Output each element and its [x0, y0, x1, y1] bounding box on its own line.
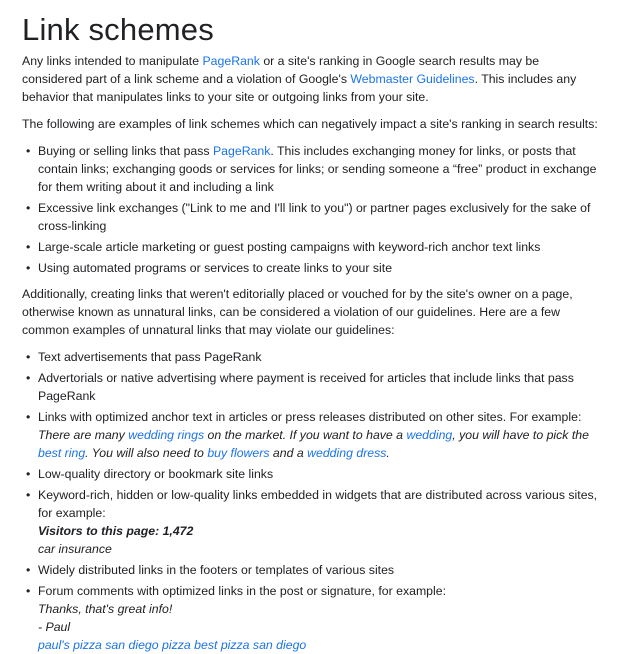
list-item: • Widely distributed links in the footers or templates of various sites [22, 561, 600, 579]
list-item [22, 408, 600, 462]
list-item [22, 486, 600, 558]
list-item-text: Forum comments with optimized links in the post or signature, for example: [38, 584, 447, 598]
list-item: • Excessive link exchanges ("Link to me and I'll link to you") or partner pages exclusively for the sake of cross-linking [22, 199, 600, 235]
link-scheme-list [22, 142, 600, 277]
intro-text: Any links intended to manipulate [22, 54, 203, 68]
example-fragment: on the market. If you want to have a [204, 428, 407, 442]
pagerank-link[interactable]: PageRank [212, 144, 271, 158]
list-item: • Low-quality directory or bookmark site links [22, 465, 600, 483]
example-fragment: , you will have to pick the [452, 428, 589, 442]
intro-paragraph [22, 52, 600, 106]
example-fragment: and a [269, 446, 308, 460]
list-item-text: Links with optimized anchor text in articles or press releases distributed on other sites. For example: [38, 410, 582, 424]
wedding-rings-link[interactable]: wedding rings [128, 428, 205, 442]
example-text [38, 426, 600, 462]
list-item [22, 142, 600, 196]
list-item-text: Buying or selling links that pass [38, 144, 213, 158]
buy-flowers-link[interactable]: buy flowers [207, 446, 270, 460]
unnatural-links-list [22, 348, 600, 654]
example-fragment: There are many [38, 428, 129, 442]
example-fragment: . [386, 446, 390, 460]
list-item: • Text advertisements that pass PageRank [22, 348, 600, 366]
pagerank-link[interactable]: PageRank [202, 54, 260, 68]
car-insurance-example: car insurance [38, 542, 112, 556]
list-item-text: . This includes exchanging money for links, or posts that contain links; exchanging goods or services for links; or sending someone a “free” product in exchange for them writing about it and including a link [38, 144, 597, 194]
wedding-dress-link[interactable]: wedding dress [307, 446, 387, 460]
list-item [22, 582, 600, 654]
additional-paragraph: Additionally, creating links that weren't editorially placed or vouched for by the site's owner on a page, otherwise known as unnatural links, can be considered a violation of our guidelines. Here are a few common examples of unnatural links that may violate our guidelines: [22, 287, 573, 337]
page-title: Link schemes [22, 12, 214, 47]
forum-comment-example: Thanks, that's great info! [38, 602, 173, 616]
pizza-links-example[interactable]: paul's pizza san diego pizza best pizza san diego [38, 638, 307, 652]
webmaster-guidelines-link[interactable]: Webmaster Guidelines [350, 72, 475, 86]
best-ring-link[interactable]: best ring [38, 446, 86, 460]
list-item-text: Keyword-rich, hidden or low-quality links embedded in widgets that are distributed across various sites, for example: [38, 488, 598, 520]
list-item: • Advertorials or native advertising where payment is received for articles that include links that pass PageRank [22, 369, 600, 405]
intro-text: . This includes any behavior that manipulates links to your site or outgoing links from your site. [22, 72, 577, 104]
list-item: • Using automated programs or services to create links to your site [22, 259, 600, 277]
intro-text: or a site's ranking in Google search results may be considered part of a link scheme and a violation of Google's [22, 54, 540, 86]
example-fragment: . You will also need to [85, 446, 208, 460]
wedding-link[interactable]: wedding [406, 428, 453, 442]
examples-intro: The following are examples of link schemes which can negatively impact a site's ranking in search results: [22, 117, 598, 131]
forum-signature-example: - Paul [38, 620, 71, 634]
visitor-counter-example: Visitors to this page: 1,472 [38, 524, 194, 538]
list-item: • Large-scale article marketing or guest posting campaigns with keyword-rich anchor text links [22, 238, 600, 256]
